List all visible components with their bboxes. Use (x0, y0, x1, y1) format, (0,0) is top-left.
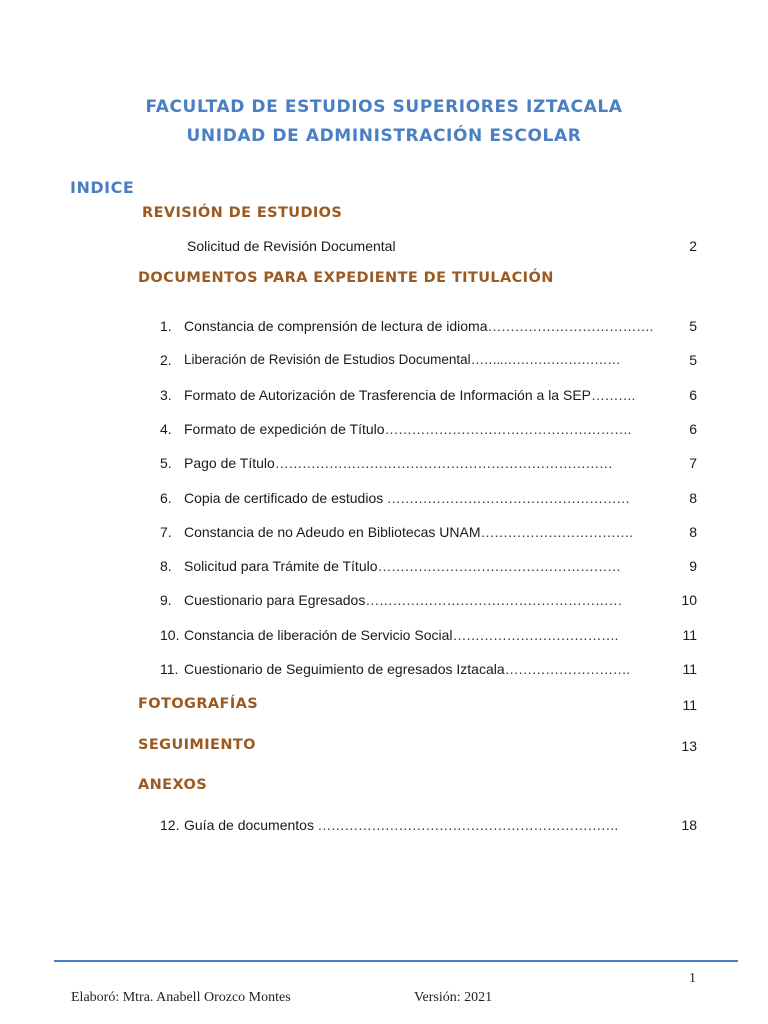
header-line-1: FACULTAD DE ESTUDIOS SUPERIORES IZTACALA (145, 97, 623, 117)
toc-row-label: Guía de documentos (184, 817, 314, 833)
toc-row-text (184, 352, 620, 367)
toc-row-page: 6 (689, 421, 697, 437)
toc-row-text (184, 661, 630, 677)
toc-row-text (184, 627, 618, 643)
toc-row-number: 11. (160, 661, 179, 677)
toc-row-number: 5. (160, 455, 172, 471)
section-revision-title: REVISIÓN DE ESTUDIOS (142, 205, 343, 221)
toc-row-anexos (0, 817, 768, 837)
toc-row-text (184, 817, 618, 833)
toc-row (0, 455, 768, 475)
toc-row (0, 352, 768, 372)
section-expediente-title: DOCUMENTOS PARA EXPEDIENTE DE TITULACIÓN (138, 270, 554, 286)
toc-row-leader: ………………………. (504, 661, 630, 677)
toc-row-number: 4. (160, 421, 172, 437)
footer-version: Versión: 2021 (414, 990, 493, 1005)
toc-row (0, 524, 768, 544)
toc-row (0, 558, 768, 578)
toc-row-leader: ………………………………………………………………… (274, 455, 613, 471)
toc-row-page: 5 (689, 318, 697, 334)
toc-row-number: 7. (160, 524, 172, 540)
toc-row-page: 18 (681, 817, 697, 833)
footer-page-number: 1 (689, 971, 696, 986)
toc-row-leader: …………………………………………………………. (313, 817, 618, 833)
toc-row-text (184, 387, 635, 403)
toc-row-leader: ……………………………. (480, 524, 633, 540)
toc-row-page: 10 (681, 592, 697, 608)
toc-row-label: Liberación de Revisión de Estudios Documental (184, 352, 471, 367)
toc-row-label: Constancia de no Adeudo en Bibliotecas UNAM (184, 524, 481, 540)
toc-row-page: 8 (689, 524, 697, 540)
toc-row-label: Pago de Título (184, 455, 275, 471)
toc-row-label: Cuestionario para Egresados (184, 592, 366, 608)
toc-row-page: 7 (689, 455, 697, 471)
footer-divider (54, 960, 738, 962)
section-seguimiento-page: 13 (681, 738, 697, 754)
toc-row-number: 8. (160, 558, 172, 574)
toc-row-number: 12. (160, 817, 180, 833)
toc-row-text (184, 421, 631, 437)
toc-row-number: 9. (160, 592, 172, 608)
toc-row-page: 6 (689, 387, 697, 403)
toc-row-leader: ……………………………………………… (377, 558, 621, 574)
toc-row (0, 490, 768, 510)
section-anexos-title: ANEXOS (138, 777, 208, 793)
toc-row (0, 661, 768, 681)
toc-row-label: Constancia de comprensión de lectura de idioma (184, 318, 488, 334)
toc-row-label: Cuestionario de Seguimiento de egresados Iztacala (184, 661, 505, 677)
toc-row-text (184, 558, 621, 574)
toc-row-number: 10. (160, 627, 180, 643)
document-header (0, 93, 768, 151)
toc-row-label: Solicitud para Trámite de Título (184, 558, 378, 574)
toc-row-text (184, 490, 630, 506)
toc-row-text (184, 524, 632, 540)
section-fotografias-page: 11 (682, 697, 697, 713)
index-title: INDICE (70, 178, 135, 197)
section-seguimiento-title: SEGUIMIENTO (138, 737, 256, 753)
toc-row-text (184, 455, 612, 471)
toc-row (0, 318, 768, 338)
toc-row-number: 1. (160, 318, 172, 334)
toc-row (0, 627, 768, 647)
toc-row (0, 387, 768, 407)
toc-row-number: 3. (160, 387, 172, 403)
toc-row-page: 2 (689, 238, 697, 254)
toc-row-leader: ………………………………. (487, 318, 653, 334)
toc-row-text (184, 318, 653, 334)
toc-row-number: 2. (160, 352, 172, 368)
toc-row-label: Constancia de liberación de Servicio Social (184, 627, 453, 643)
toc-row-label: Formato de Autorización de Trasferencia de Información a la SEP (184, 387, 591, 403)
toc-row-leader: ……..……………………… (470, 352, 621, 367)
toc-row (0, 421, 768, 441)
toc-row (0, 592, 768, 612)
toc-row-page: 9 (689, 558, 697, 574)
toc-row-number: 6. (160, 490, 172, 506)
toc-row-leader: ………. (591, 387, 635, 403)
toc-row-label: Copia de certificado de estudios (184, 490, 384, 506)
toc-row-leader: ………………………………………………. (384, 421, 631, 437)
footer-author: Elaboró: Mtra. Anabell Orozco Montes (71, 990, 291, 1005)
toc-row-page: 11 (682, 661, 697, 677)
section-fotografias-title: FOTOGRAFÍAS (138, 696, 259, 712)
toc-row-text (184, 592, 622, 608)
header-line-2: UNIDAD DE ADMINISTRACIÓN ESCOLAR (186, 126, 582, 146)
toc-row-leader: ………………………………. (452, 627, 618, 643)
toc-row-page: 8 (689, 490, 697, 506)
toc-row-leader: ……………………………………………… (383, 490, 630, 506)
toc-row-revision (0, 238, 768, 258)
toc-row-label: Formato de expedición de Título (184, 421, 385, 437)
toc-row-page: 11 (682, 627, 697, 643)
toc-row-text: Solicitud de Revisión Documental (187, 238, 396, 254)
toc-row-page: 5 (689, 352, 697, 368)
toc-row-leader: ………………………………………………… (365, 592, 622, 608)
